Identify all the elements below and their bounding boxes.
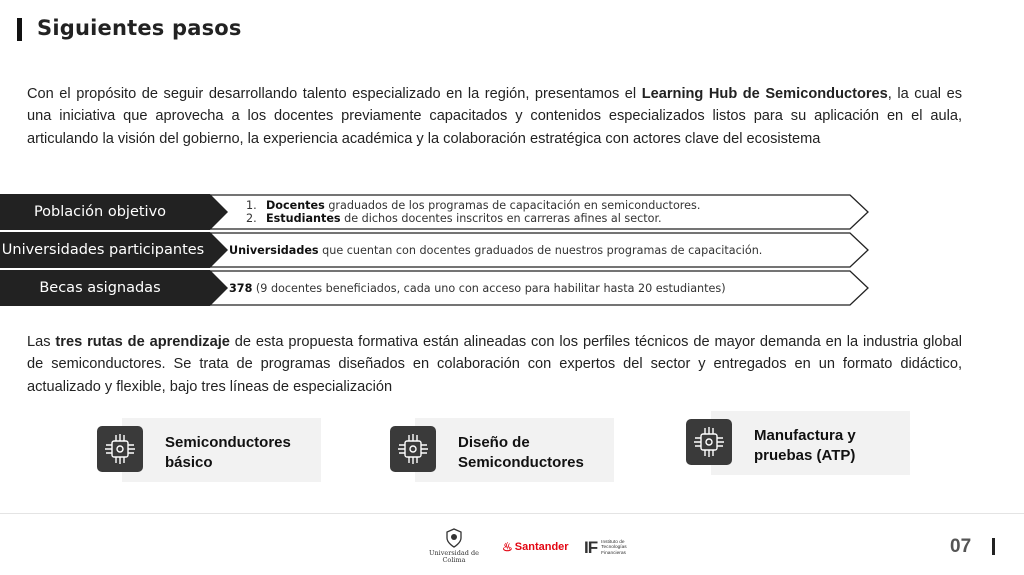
itf-mark: IF xyxy=(584,538,598,557)
row-label: Universidades participantes xyxy=(0,232,230,268)
intro-text-1: Con el propósito de seguir desarrollando talento especializado en la región, presentamos el xyxy=(27,86,642,102)
info-table xyxy=(0,194,870,306)
route-title-line2: básico xyxy=(165,453,213,471)
intro-text-2: , la cual es una iniciativa que aprovecha a los docentes previamente capacitados y contenidos especializados listos para su aplicación en el aula, articulando la visión del gobierno, la experiencia académica y la colaboración estratégica con actores clave del ecosistema xyxy=(27,86,962,147)
route-title-line1: Manufactura y xyxy=(754,427,856,444)
crest-icon xyxy=(445,528,463,548)
route-card-1 xyxy=(97,418,321,482)
page-title: Siguientes pasos xyxy=(37,16,242,40)
route-card-3 xyxy=(686,411,910,475)
title-accent-bar xyxy=(17,18,22,41)
routes-highlight: tres rutas de aprendizaje xyxy=(55,334,230,350)
logo-santander: ♨ Santander xyxy=(502,540,569,554)
row-body xyxy=(206,194,870,230)
chip-icon xyxy=(390,426,436,472)
route-title-line1: Diseño de xyxy=(458,434,530,451)
row-universidades xyxy=(0,232,870,268)
list-item: 2. Estudiantes de dichos docentes inscritos en carreras afines al sector. xyxy=(246,212,662,225)
page-number-accent xyxy=(992,538,995,555)
row-label: Becas asignadas xyxy=(0,270,230,306)
intro-paragraph xyxy=(27,83,962,150)
footer-divider xyxy=(0,513,1024,514)
route-title-line2: Semiconductores xyxy=(458,453,584,471)
logo-itf: IF Instituto de Tecnologías Financieras xyxy=(584,538,627,557)
chip-icon xyxy=(686,419,732,465)
list-item: 1. Docentes graduados de los programas de capacitación en semiconductores. xyxy=(246,199,701,212)
row-label: Población objetivo xyxy=(0,194,230,230)
intro-highlight: Learning Hub de Semiconductores xyxy=(641,86,888,102)
route-title-line2: pruebas (ATP) xyxy=(754,446,856,464)
page-number: 07 xyxy=(950,536,972,557)
row-becas xyxy=(0,270,870,306)
row-poblacion xyxy=(0,194,870,230)
route-card-2 xyxy=(390,418,614,482)
flame-icon: ♨ xyxy=(502,540,513,554)
logo-udec: Universidad de Colima xyxy=(420,528,488,564)
routes-paragraph: Las tres rutas de aprendizaje de esta propuesta formativa están alineadas con los perfiles técnicos de mayor demanda en la industria global de semiconductores. Se trata de programas diseñados en colaboración con expertos del sector y entregados en un formato didáctico, actualizado y flexible, bajo tres líneas de especialización xyxy=(27,334,962,395)
route-title-line1: Semiconductores xyxy=(165,434,291,451)
chip-icon xyxy=(97,426,143,472)
row-body: 378 (9 docentes beneficiados, cada uno con acceso para habilitar hasta 20 estudiantes) xyxy=(206,270,870,306)
row-body: Universidades que cuentan con docentes graduados de nuestros programas de capacitación. xyxy=(206,232,870,268)
